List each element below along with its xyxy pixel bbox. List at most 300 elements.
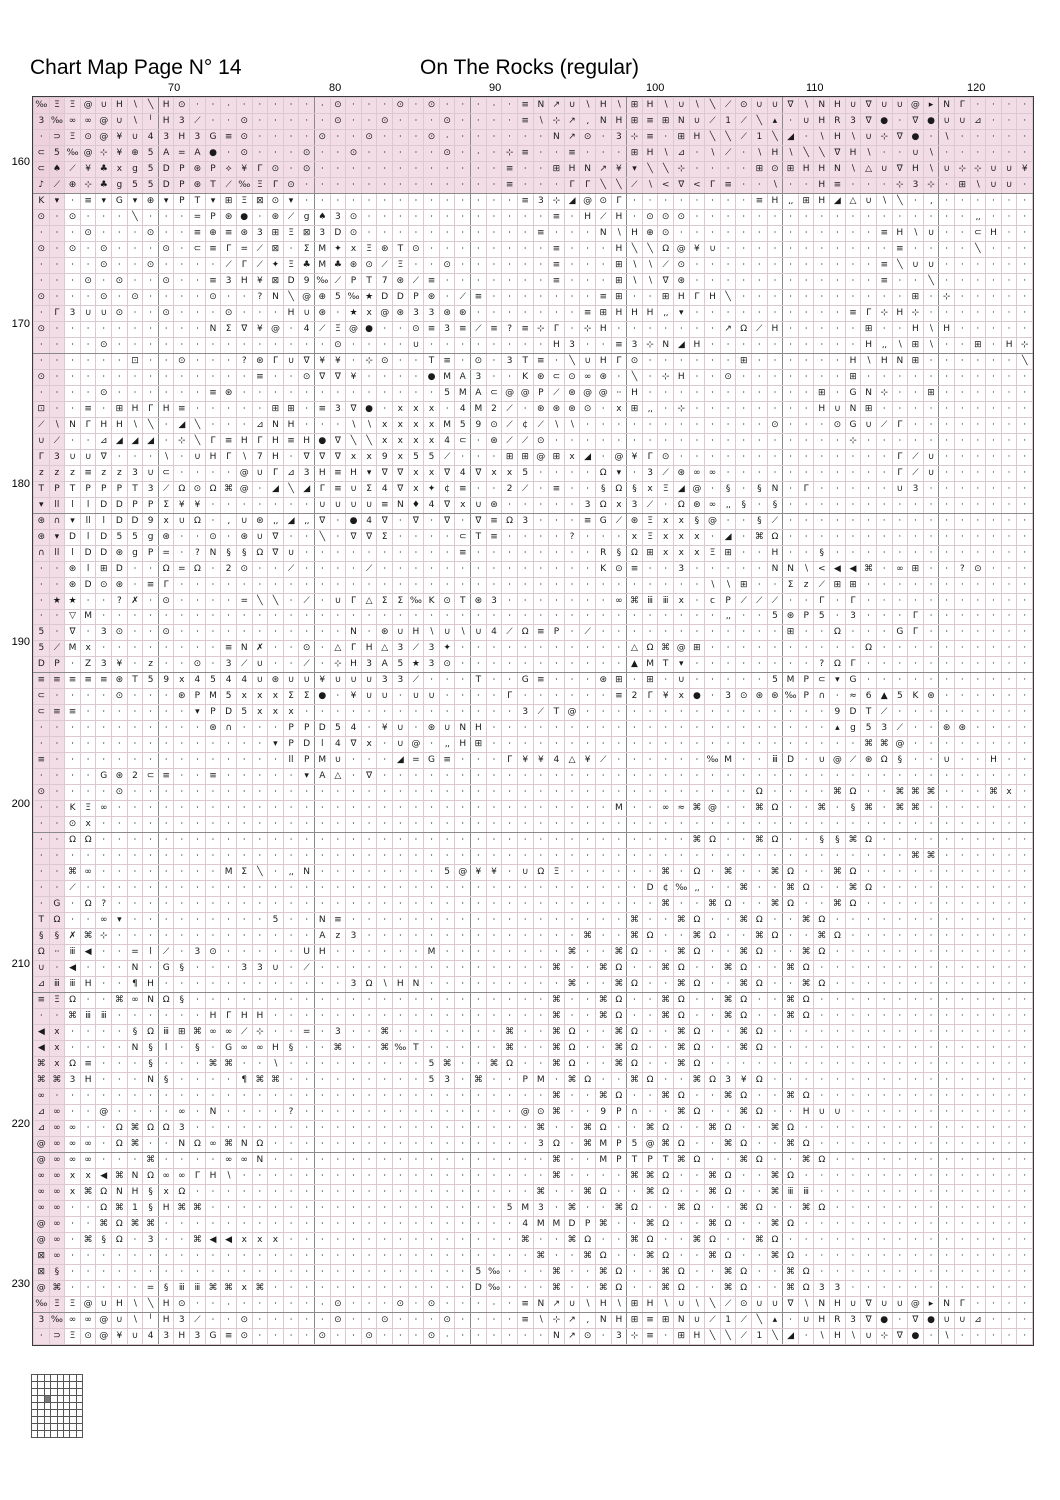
glyph-cell: · (939, 449, 955, 465)
glyph-cell: ⸱ (96, 1152, 112, 1168)
glyph-cell: ⸱ (236, 721, 252, 737)
glyph-cell: ⸱ (814, 849, 830, 865)
glyph-cell: ⸱ (80, 737, 96, 753)
glyph-cell: ⸱ (268, 849, 284, 865)
glyph-cell: ⊙ (330, 337, 346, 353)
row-ruler-label: 210 (11, 958, 30, 970)
glyph-cell: ⸱ (361, 113, 377, 129)
glyph-cell: ⸱ (736, 465, 752, 481)
glyph-cell: ⸱ (798, 129, 814, 145)
glyph-cell: ⸱ (127, 833, 143, 849)
glyph-cell: ⸱ (533, 465, 549, 481)
glyph-cell: ⸱ (783, 769, 799, 785)
glyph-grid-row (34, 145, 1033, 161)
glyph-cell: ♣ (330, 257, 346, 273)
glyph-cell: · (939, 641, 955, 657)
glyph-cell: ⸱ (330, 897, 346, 913)
glyph-cell: ⊹ (502, 145, 518, 161)
glyph-cell: ⸱ (502, 1264, 518, 1280)
glyph-cell: H (689, 337, 705, 353)
glyph-cell: ⊙ (673, 257, 689, 273)
glyph-cell: · (1017, 529, 1033, 545)
glyph-cell: ⸱ (673, 897, 689, 913)
glyph-cell: ⸱ (112, 929, 128, 945)
glyph-cell: ⸱ (439, 881, 455, 897)
glyph-cell: ⸱ (127, 1264, 143, 1280)
glyph-cell: ⸱ (455, 561, 471, 577)
glyph-cell: ⸱ (330, 561, 346, 577)
glyph-grid-row (34, 449, 1033, 465)
glyph-cell: ⸱ (533, 1057, 549, 1073)
glyph-cell: ⸱ (361, 801, 377, 817)
glyph-cell: § (143, 1200, 159, 1216)
glyph-cell: 3 (252, 225, 268, 241)
glyph-cell: ⊙ (533, 1105, 549, 1121)
glyph-cell: · (954, 1248, 970, 1264)
glyph-cell: · (923, 1168, 939, 1184)
glyph-cell: ⸱ (705, 625, 721, 641)
glyph-cell: ⸱ (268, 497, 284, 513)
glyph-cell: ⸱ (876, 449, 892, 465)
glyph-cell: · (892, 1264, 908, 1280)
glyph-cell: ⸱ (502, 289, 518, 305)
glyph-cell: ⊙ (174, 1296, 190, 1312)
glyph-cell: · (923, 1280, 939, 1296)
glyph-cell: A (377, 657, 393, 673)
glyph-cell: ⸱ (533, 1168, 549, 1184)
glyph-cell: · (892, 929, 908, 945)
glyph-cell: ⸱ (408, 1089, 424, 1105)
glyph-cell: ⸱ (533, 161, 549, 177)
glyph-cell: G (49, 897, 65, 913)
glyph-cell: ⸱ (549, 657, 565, 673)
glyph-cell: · (814, 1232, 830, 1248)
glyph-cell: ⸱ (486, 241, 502, 257)
glyph-cell: ⸱ (767, 657, 783, 673)
glyph-cell: ⸱ (361, 1216, 377, 1232)
glyph-cell: ⸱ (65, 1280, 81, 1296)
glyph-cell: · (1001, 98, 1017, 114)
glyph-cell: ⸱ (236, 753, 252, 769)
glyph-cell: ⊙ (346, 145, 362, 161)
glyph-cell: · (408, 98, 424, 114)
glyph-cell: ⊹ (970, 161, 986, 177)
glyph-cell: ∪ (112, 113, 128, 129)
glyph-cell: ⌘ (65, 865, 81, 881)
glyph-cell: ⸱ (455, 1041, 471, 1057)
glyph-cell: ⸱ (158, 641, 174, 657)
glyph-cell: ▾ (268, 737, 284, 753)
glyph-cell: ⊞ (861, 401, 877, 417)
glyph-cell: ⸱ (268, 897, 284, 913)
glyph-cell: · (923, 641, 939, 657)
glyph-grid-row (34, 289, 1033, 305)
glyph-cell: ⸱ (564, 1280, 580, 1296)
glyph-cell: ⸱ (393, 385, 409, 401)
glyph-cell: ⸱ (205, 401, 221, 417)
glyph-cell: · (923, 593, 939, 609)
glyph-cell: ⸱ (814, 961, 830, 977)
glyph-cell: ⸱ (96, 785, 112, 801)
glyph-cell: ⸱ (393, 929, 409, 945)
glyph-cell: ⸱ (876, 769, 892, 785)
glyph-cell: ⊛ (221, 209, 237, 225)
glyph-cell: ⸱ (564, 241, 580, 257)
glyph-cell: ⟋ (158, 481, 174, 497)
glyph-cell: N (174, 1136, 190, 1152)
glyph-cell: ⸱ (174, 273, 190, 289)
glyph-cell: ⸱ (876, 369, 892, 385)
glyph-cell: ● (346, 513, 362, 529)
glyph-cell: ⸱ (580, 993, 596, 1009)
glyph-cell: ⟋ (580, 625, 596, 641)
glyph-cell: ⸱ (486, 225, 502, 241)
glyph-cell: 3 (830, 1280, 846, 1296)
glyph-cell: ⸱ (424, 673, 440, 689)
glyph-cell: ⸱ (517, 177, 533, 193)
glyph-cell: ⊹ (908, 305, 924, 321)
glyph-cell: Ω (112, 1216, 128, 1232)
glyph-cell: ⸱ (455, 1312, 471, 1328)
glyph-cell: ⸱ (923, 737, 939, 753)
glyph-cell: ⌘ (252, 1073, 268, 1089)
glyph-cell: ⸱ (96, 961, 112, 977)
glyph-cell: ◢ (830, 193, 846, 209)
glyph-cell: · (986, 401, 1002, 417)
glyph-cell: ⸱ (720, 241, 736, 257)
glyph-cell: ⸱ (455, 1184, 471, 1200)
glyph-cell: ⸱ (127, 1232, 143, 1248)
glyph-cell: ⸱ (361, 337, 377, 353)
glyph-cell: ∪ (845, 98, 861, 114)
glyph-cell: ⌘ (549, 1152, 565, 1168)
glyph-cell: ⌘ (580, 1136, 596, 1152)
glyph-cell: · (954, 1057, 970, 1073)
glyph-cell: ⸱ (221, 401, 237, 417)
glyph-cell: ⸱ (127, 273, 143, 289)
glyph-grid-row (34, 257, 1033, 273)
glyph-cell: ⸱ (736, 481, 752, 497)
glyph-grid-row (34, 945, 1033, 961)
glyph-cell: ⊛ (190, 161, 206, 177)
glyph-cell: ⸱ (252, 1216, 268, 1232)
glyph-cell: ⸱ (143, 1248, 159, 1264)
glyph-cell: ⸱ (408, 929, 424, 945)
glyph-cell: · (954, 641, 970, 657)
glyph-cell: · (1001, 865, 1017, 881)
glyph-cell: ⸱ (346, 849, 362, 865)
glyph-cell: ⸱ (689, 1184, 705, 1200)
glyph-cell: ⸱ (408, 1009, 424, 1025)
glyph-cell: ⸱ (174, 305, 190, 321)
glyph-cell: Ω (767, 1232, 783, 1248)
glyph-grid-row (34, 657, 1033, 673)
glyph-cell: ⸱ (408, 705, 424, 721)
glyph-cell: · (1017, 609, 1033, 625)
glyph-cell: N (143, 1073, 159, 1089)
glyph-cell: ⸱ (673, 785, 689, 801)
glyph-cell: ⸱ (798, 305, 814, 321)
glyph-cell: T (205, 177, 221, 193)
glyph-cell: ⸱ (689, 1168, 705, 1184)
glyph-cell: ◢ (268, 481, 284, 497)
glyph-cell: ⸱ (299, 1152, 315, 1168)
glyph-cell: ⸱ (221, 785, 237, 801)
glyph-cell: Ω (798, 1009, 814, 1025)
glyph-cell: ⸱ (314, 1248, 330, 1264)
glyph-cell: Ω (49, 913, 65, 929)
glyph-cell: ⌘ (595, 1280, 611, 1296)
glyph-cell: ⌘ (221, 1280, 237, 1296)
glyph-cell: Ω (252, 1136, 268, 1152)
glyph-cell: M (783, 673, 799, 689)
glyph-cell: ⸱ (393, 513, 409, 529)
glyph-cell: ⸱ (580, 657, 596, 673)
glyph-cell: ⸱ (158, 689, 174, 705)
glyph-cell: ⸱ (158, 1057, 174, 1073)
glyph-cell: · (1017, 289, 1033, 305)
glyph-cell: ⟋ (65, 881, 81, 897)
glyph-cell: · (970, 289, 986, 305)
glyph-cell: · (986, 561, 1002, 577)
glyph-cell: ⸱ (330, 881, 346, 897)
glyph-cell: Ω (752, 785, 768, 801)
glyph-cell: ⸱ (502, 1073, 518, 1089)
glyph-cell: H (361, 641, 377, 657)
glyph-cell: ╲ (814, 145, 830, 161)
glyph-cell: ⸱ (424, 161, 440, 177)
glyph-cell: · (954, 833, 970, 849)
glyph-cell: ⸱ (393, 545, 409, 561)
glyph-cell: ⸱ (767, 785, 783, 801)
glyph-cell: ⸱ (611, 625, 627, 641)
glyph-cell: · (1001, 289, 1017, 305)
glyph-cell: ⅲ (65, 977, 81, 993)
glyph-cell: H (127, 401, 143, 417)
glyph-cell: ⸱ (96, 1025, 112, 1041)
glyph-cell: Γ (798, 481, 814, 497)
glyph-cell: ⸱ (190, 401, 206, 417)
glyph-cell: ⸱ (502, 721, 518, 737)
glyph-cell: ⸱ (393, 161, 409, 177)
glyph-cell: ⊹ (892, 177, 908, 193)
glyph-cell: ⸱ (595, 721, 611, 737)
glyph-grid-row (34, 497, 1033, 513)
glyph-cell: ⌘ (720, 961, 736, 977)
glyph-cell: · (970, 529, 986, 545)
glyph-cell: H (798, 1105, 814, 1121)
glyph-cell: · (954, 529, 970, 545)
glyph-cell: ⸱ (221, 849, 237, 865)
glyph-cell: ∪ (954, 113, 970, 129)
glyph-cell: ⊛ (549, 401, 565, 417)
glyph-cell: ⸱ (424, 145, 440, 161)
glyph-cell: ⸱ (314, 1105, 330, 1121)
glyph-cell: · (1001, 1216, 1017, 1232)
glyph-cell: ≡ (34, 753, 50, 769)
glyph-cell: ⸱ (190, 1248, 206, 1264)
glyph-cell: ⸱ (439, 769, 455, 785)
glyph-cell: ⅹ (283, 705, 299, 721)
glyph-cell: · (830, 1041, 846, 1057)
glyph-cell: Ω (814, 913, 830, 929)
glyph-cell: ⸱ (205, 1073, 221, 1089)
glyph-cell: ⸱ (174, 1216, 190, 1232)
glyph-cell: @ (80, 98, 96, 114)
glyph-cell: ⸱ (221, 769, 237, 785)
glyph-cell: ⸱ (752, 1216, 768, 1232)
glyph-cell: P (533, 385, 549, 401)
glyph-cell: ⸱ (65, 225, 81, 241)
glyph-cell: ⸱ (486, 721, 502, 737)
glyph-cell: ⊞ (923, 385, 939, 401)
glyph-cell: ⸱ (517, 209, 533, 225)
glyph-cell: ⸱ (564, 801, 580, 817)
glyph-cell: Ω (143, 1025, 159, 1041)
glyph-cell: ⸱ (65, 849, 81, 865)
glyph-cell: ⸱ (49, 609, 65, 625)
glyph-cell: ⸱ (314, 625, 330, 641)
glyph-cell: · (939, 1216, 955, 1232)
glyph-cell: Ω (736, 1009, 752, 1025)
glyph-cell: ⸱ (549, 673, 565, 689)
glyph-cell: ⸱ (314, 817, 330, 833)
glyph-cell: ⸱ (517, 337, 533, 353)
glyph-cell: ⸱ (252, 977, 268, 993)
glyph-cell: ⸱ (268, 1136, 284, 1152)
glyph-cell: ⸱ (268, 1296, 284, 1312)
glyph-cell: ⸱ (314, 1200, 330, 1216)
glyph-cell: ⊛ (471, 593, 487, 609)
glyph-cell: ⸱ (174, 1248, 190, 1264)
glyph-cell: ≡ (580, 305, 596, 321)
glyph-cell: N (252, 1152, 268, 1168)
glyph-cell: Ω (595, 465, 611, 481)
glyph-cell: ⸱ (236, 833, 252, 849)
glyph-cell: ⌘ (80, 929, 96, 945)
glyph-cell: ⸱ (845, 449, 861, 465)
glyph-cell: ⸱ (346, 1168, 362, 1184)
glyph-cell: 3 (720, 1073, 736, 1089)
glyph-cell: @ (34, 1136, 50, 1152)
glyph-cell: · (970, 1025, 986, 1041)
glyph-cell: ◀ (221, 1232, 237, 1248)
glyph-grid-row (34, 417, 1033, 433)
glyph-cell: ⸱ (314, 1025, 330, 1041)
glyph-cell: ⌘ (798, 1152, 814, 1168)
glyph-cell: ⸱ (673, 1073, 689, 1089)
glyph-cell: ⸱ (236, 929, 252, 945)
glyph-cell: Ξ (658, 481, 674, 497)
glyph-cell: ⸱ (283, 1009, 299, 1025)
glyph-cell: ⅼ (65, 497, 81, 513)
glyph-cell: ⸱ (892, 273, 908, 289)
glyph-cell: ⸱ (517, 241, 533, 257)
glyph-cell: ⸱ (783, 721, 799, 737)
glyph-cell: Ω (580, 1073, 596, 1089)
glyph-cell: ⸱ (408, 145, 424, 161)
glyph-cell: ⌘ (595, 1089, 611, 1105)
glyph-cell: ≡ (549, 273, 565, 289)
glyph-cell: M (471, 401, 487, 417)
glyph-cell: ⸱ (408, 1152, 424, 1168)
glyph-cell: ⸱ (455, 657, 471, 673)
glyph-cell: ⸱ (190, 897, 206, 913)
glyph-cell: · (1001, 209, 1017, 225)
glyph-cell: ⸱ (689, 1009, 705, 1025)
glyph-cell: ⸱ (143, 1105, 159, 1121)
glyph-cell: ∇ (361, 769, 377, 785)
glyph-cell: ⸱ (845, 497, 861, 513)
glyph-cell: N (658, 337, 674, 353)
glyph-cell: ⸱ (314, 561, 330, 577)
glyph-grid-row (34, 529, 1033, 545)
glyph-cell: · (986, 817, 1002, 833)
glyph-cell: ≡ (549, 481, 565, 497)
glyph-cell: ⸱ (752, 497, 768, 513)
glyph-cell: ⸱ (283, 241, 299, 257)
glyph-cell: ⸱ (330, 689, 346, 705)
glyph-cell: P (798, 689, 814, 705)
glyph-cell: ⸳ (486, 98, 502, 114)
glyph-cell: ⸱ (127, 561, 143, 577)
glyph-cell: ∞ (65, 1136, 81, 1152)
glyph-grid-row (34, 1121, 1033, 1137)
glyph-cell: ⸱ (814, 817, 830, 833)
glyph-cell: ⸱ (564, 881, 580, 897)
glyph-cell: · (1017, 993, 1033, 1009)
glyph-cell: ⸱ (174, 977, 190, 993)
glyph-cell: H (158, 1296, 174, 1312)
glyph-cell: ⊙ (205, 529, 221, 545)
glyph-cell: · (986, 193, 1002, 209)
glyph-cell: · (970, 1073, 986, 1089)
glyph-cell: ⸱ (221, 1105, 237, 1121)
glyph-cell: ⊞ (611, 673, 627, 689)
glyph-cell: ⸱ (580, 465, 596, 481)
glyph-cell: ⸱ (689, 209, 705, 225)
glyph-cell: ⊛ (65, 577, 81, 593)
glyph-cell: ⅹ (611, 401, 627, 417)
glyph-cell: · (190, 1296, 206, 1312)
glyph-cell: ⸱ (580, 849, 596, 865)
glyph-cell: ⊂ (143, 769, 159, 785)
glyph-cell: ⸱ (486, 673, 502, 689)
glyph-cell: · (861, 1168, 877, 1184)
glyph-cell: ⸱ (283, 385, 299, 401)
glyph-cell: ⸱ (314, 1280, 330, 1296)
glyph-cell: ∪ (798, 113, 814, 129)
glyph-cell: · (892, 1136, 908, 1152)
glyph-cell: Ω (814, 1152, 830, 1168)
glyph-cell: ⸱ (80, 1025, 96, 1041)
glyph-cell: ⸱ (752, 1089, 768, 1105)
glyph-cell: ⸱ (96, 1121, 112, 1137)
glyph-cell: · (861, 1248, 877, 1264)
glyph-cell: ⸱ (205, 1089, 221, 1105)
glyph-cell: ⸱ (549, 465, 565, 481)
glyph-cell: ⸱ (658, 977, 674, 993)
glyph-cell: ⸱ (455, 113, 471, 129)
glyph-cell: ⸱ (580, 833, 596, 849)
glyph-cell: ⸱ (221, 897, 237, 913)
glyph-cell: ⸱ (564, 577, 580, 593)
glyph-cell: ⌘ (580, 929, 596, 945)
glyph-cell: P (96, 481, 112, 497)
glyph-cell: ⸱ (252, 1057, 268, 1073)
glyph-cell: ⟋ (190, 113, 206, 129)
glyph-cell: ⊙ (439, 593, 455, 609)
